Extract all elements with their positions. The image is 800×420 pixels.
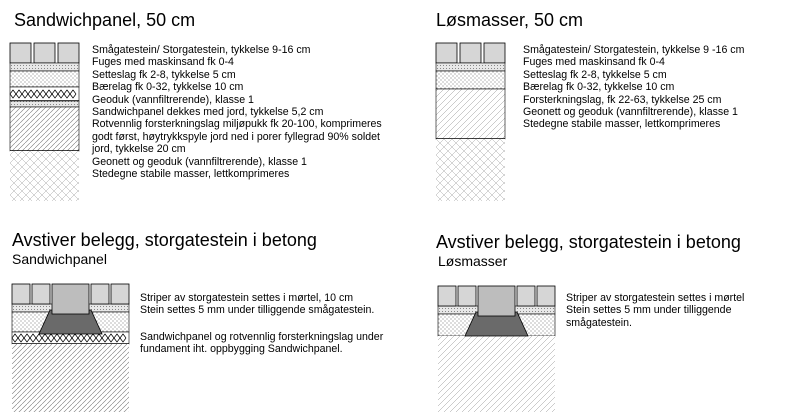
layer-label: Setteslag fk 2-8, tykkelse 5 cm	[523, 68, 667, 81]
large-paving-stone	[52, 284, 89, 314]
layer-label: Fuges med maskinsand fk 0-4	[523, 56, 665, 69]
avstiver-losmasser-notes	[566, 292, 791, 329]
layer-label: Stedegne stabile masser, lettkomprimeres	[92, 168, 290, 181]
layer-label: Geoduk (vannfiltrerende), klasse 1	[92, 93, 254, 106]
layer-label: Bærelag fk 0-32, tykkelse 10 cm	[92, 81, 244, 94]
sandwichpanel-layer-list	[92, 44, 392, 180]
sandwich-panel-layer	[10, 87, 79, 101]
losmasser-cross-section	[436, 43, 506, 203]
avstiver-sandwichpanel-notes	[140, 292, 405, 356]
sandwichpanel-cross-section	[10, 43, 80, 203]
layer-label: Rotvennlig forsterkningslag miljøpukk fk 20-100, komprimeres godt først, høytrykkspyle jord ned i porer fyllegrad 90% soldet jord, tykkelse 20 cm	[92, 118, 382, 156]
section-title-sandwichpanel: Sandwichpanel, 50 cm	[14, 10, 196, 30]
reinforcement-layer	[438, 336, 555, 412]
large-paving-stone	[478, 286, 515, 316]
note-text: Stein settes 5 mm under tilliggende smågatestein.	[566, 304, 732, 329]
base-course-layer	[436, 71, 505, 89]
losmasser-layer-list	[523, 44, 793, 131]
native-soil-layer	[436, 139, 505, 201]
section-title-losmasser: Løsmasser, 50 cm	[436, 10, 584, 30]
layer-label: Bærelag fk 0-32, tykkelse 10 cm	[523, 81, 675, 94]
reinforcement-layer	[12, 344, 129, 412]
layer-label: Forsterkningslag, fk 22-63, tykkelse 25 cm	[523, 93, 722, 106]
layer-label: Smågatestein/ Storgatestein, tykkelse 9-16 cm	[92, 44, 311, 56]
avstiver-losmasser-cross-section	[438, 286, 556, 414]
layer-label: Geonett og geoduk (vannfiltrerende), klasse 1	[92, 155, 307, 168]
layer-label: Sandwichpanel dekkes med jord, tykkelse 5,2 cm	[92, 106, 324, 119]
note-text: Striper av storgatestein settes i mørtel	[566, 292, 745, 304]
note-text: Stein settes 5 mm under tilliggende smågatestein.	[140, 304, 375, 317]
section-subtitle-sandwichpanel: Sandwichpanel	[12, 251, 107, 267]
reinforcement-layer	[436, 89, 505, 139]
paving-stones-layer	[10, 43, 79, 63]
section-title-avstiver-losmasser: Avstiver belegg, storgatestein i betong	[436, 232, 741, 252]
base-course-layer	[10, 71, 79, 87]
note-text: Striper av storgatestein settes i mørtel, 10 cm	[140, 292, 354, 304]
section-subtitle-losmasser: Løsmasser	[438, 253, 508, 269]
layer-label: Smågatestein/ Storgatestein, tykkelse 9 -16 cm	[523, 44, 745, 56]
setting-bed-layer	[436, 63, 505, 71]
native-soil-layer	[10, 151, 79, 201]
paving-stones-layer	[436, 43, 505, 63]
layer-label: Geonett og geoduk (vannfiltrerende), klasse 1	[523, 106, 738, 119]
layer-label: Stedegne stabile masser, lettkomprimeres	[523, 118, 721, 131]
section-title-avstiver-sandwichpanel: Avstiver belegg, storgatestein i betong	[12, 230, 317, 250]
layer-label: Setteslag fk 2-8, tykkelse 5 cm	[92, 68, 236, 81]
soil-cover-layer	[10, 101, 79, 107]
note-text: Sandwichpanel og rotvennlig forsterkningslag under fundament iht. oppbygging Sandwichpanel.	[140, 330, 384, 356]
layer-label: Fuges med maskinsand fk 0-4	[92, 56, 234, 69]
avstiver-sandwichpanel-cross-section	[12, 284, 130, 414]
reinforcement-layer	[10, 107, 79, 151]
setting-bed-layer	[10, 63, 79, 71]
